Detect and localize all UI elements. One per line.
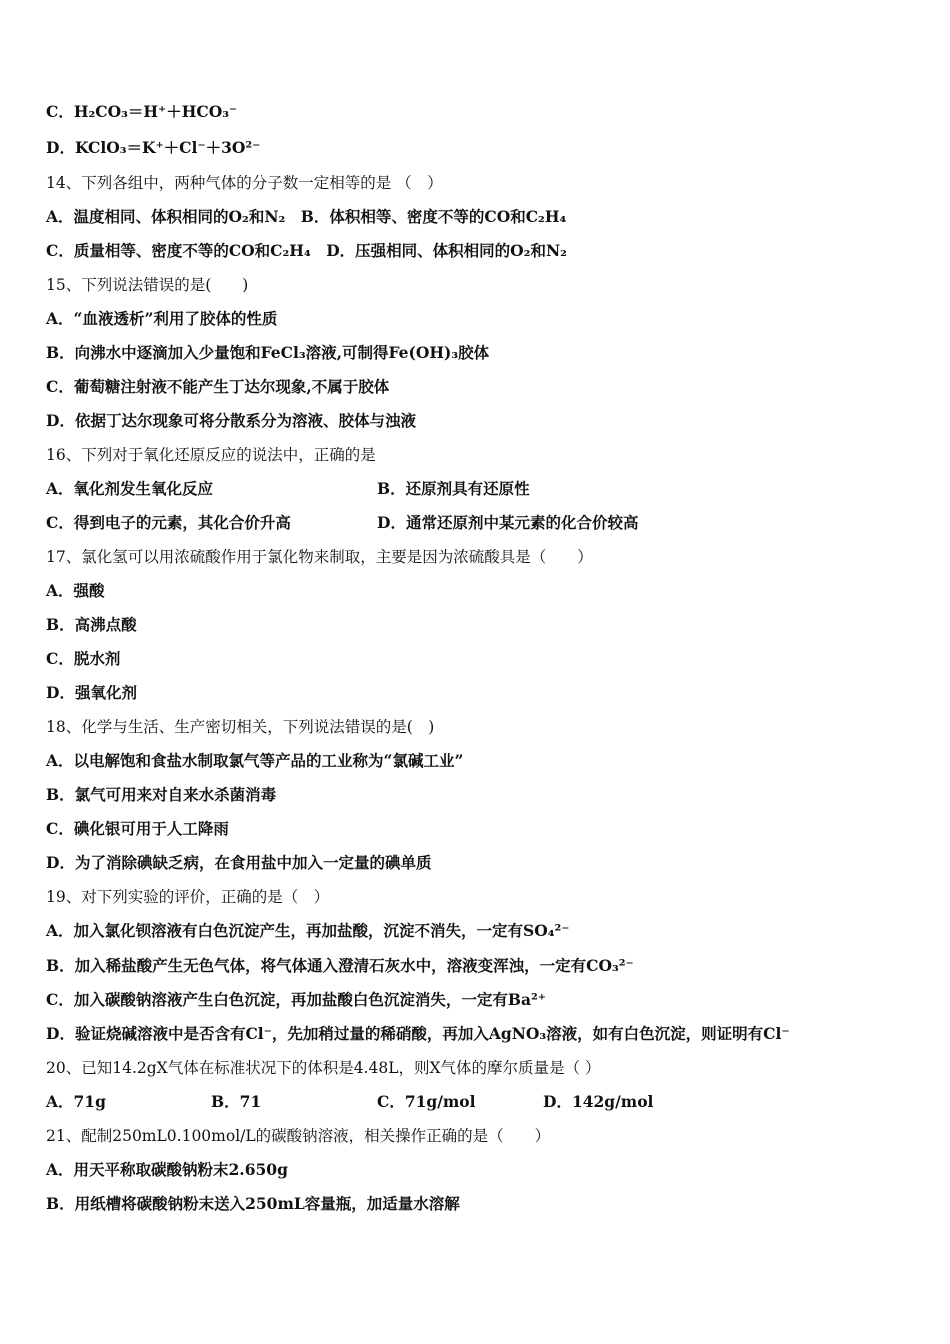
answer-option-line <box>46 377 389 397</box>
question-text: 18、化学与生活、生产密切相关，下列说法错误的是( ) <box>46 718 435 736</box>
option-text: A．71g <box>46 1092 106 1111</box>
answer-option-line <box>46 683 137 703</box>
answer-option-line <box>46 921 569 941</box>
option-text: C．脱水剂 <box>46 649 121 668</box>
option-text: D．为了消除碘缺乏病，在食用盐中加入一定量的碘单质 <box>46 853 432 872</box>
option-text: D．强氧化剂 <box>46 683 137 702</box>
option-text: C．质量相等、密度不等的CO和C₂H₄ D．压强相同、体积相同的O₂和N₂ <box>46 241 567 260</box>
option-text: D．依据丁达尔现象可将分散系分为溶液、胶体与浊液 <box>46 411 416 430</box>
option-text: D．KClO₃＝K⁺＋Cl⁻＋3O²⁻ <box>46 138 261 157</box>
option-text: A．氧化剂发生氧化反应 <box>46 479 214 498</box>
option-text: C．得到电子的元素，其化合价升高 <box>46 513 291 532</box>
question-text: 21、配制250mL0.100mol/L的碳酸钠溶液，相关操作正确的是（ ） <box>46 1127 551 1145</box>
answer-option-line <box>46 990 546 1010</box>
option-text: A．以电解饱和食盐水制取氯气等产品的工业称为“氯碱工业” <box>46 751 464 770</box>
answer-option-line <box>46 241 567 261</box>
option-text: C．加入碳酸钠溶液产生白色沉淀，再加盐酸白色沉淀消失，一定有Ba²⁺ <box>46 990 546 1009</box>
answer-option-line <box>46 615 137 635</box>
option-text: D．通常还原剂中某元素的化合价较高 <box>377 513 639 532</box>
option-text: A．用天平称取碳酸钠粉末2.650g <box>46 1160 288 1179</box>
option-text: B．高沸点酸 <box>46 615 137 634</box>
answer-option-line <box>46 309 277 329</box>
answer-option-line <box>46 853 431 873</box>
option-text: B．加入稀盐酸产生无色气体，将气体通入澄清石灰水中，溶液变浑浊，一定有CO₃²⁻ <box>46 956 634 975</box>
option-text: A．温度相同、体积相同的O₂和N₂ B．体积相等、密度不等的CO和C₂H₄ <box>46 207 567 226</box>
option-text: A．“血液透析”利用了胶体的性质 <box>46 309 278 328</box>
answer-option-line <box>46 649 120 669</box>
answer-option-line <box>46 1024 790 1044</box>
answer-option-line <box>46 956 634 976</box>
question-text: 17、氯化氢可以用浓硫酸作用于氯化物来制取，主要是因为浓硫酸具是（ ） <box>46 548 593 566</box>
question-text: 20、已知14.2gX气体在标准状况下的体积是4.48L，则X气体的摩尔质量是（ ） <box>46 1059 601 1077</box>
answer-option-line <box>46 785 276 805</box>
question-stem <box>46 717 434 737</box>
answer-option-line <box>46 343 489 363</box>
question-stem <box>46 275 248 295</box>
option-text: A．强酸 <box>46 581 105 600</box>
question-text: 19、对下列实验的评价，正确的是（ ） <box>46 888 330 906</box>
option-text: C．葡萄糖注射液不能产生丁达尔现象,不属于胶体 <box>46 377 390 396</box>
question-stem <box>46 1126 550 1146</box>
answer-option-line <box>46 1160 288 1180</box>
answer-option-line <box>46 138 260 158</box>
question-text: 14、下列各组中，两种气体的分子数一定相等的是 （ ） <box>46 174 443 192</box>
question-stem <box>46 547 593 567</box>
option-text: B．71 <box>211 1092 262 1111</box>
question-stem <box>46 1058 600 1078</box>
answer-option-line <box>46 819 229 839</box>
option-text: C．H₂CO₃＝H⁺＋HCO₃⁻ <box>46 102 238 121</box>
option-text: C．71g/mol <box>377 1092 476 1111</box>
question-stem <box>46 887 329 907</box>
question-text: 15、下列说法错误的是( ) <box>46 276 249 294</box>
option-text: D．验证烧碱溶液中是否含有Cl⁻，先加稍过量的稀硝酸，再加入AgNO₃溶液，如有白色沉淀，则证明有Cl⁻ <box>46 1024 790 1043</box>
answer-option-line <box>46 751 463 771</box>
option-text: B．还原剂具有还原性 <box>377 479 530 498</box>
answer-option-line <box>46 1194 460 1214</box>
answer-option-line <box>46 411 416 431</box>
answer-option-line <box>46 581 105 601</box>
answer-option-line <box>46 102 237 122</box>
option-text: A．加入氯化钡溶液有白色沉淀产生，再加盐酸，沉淀不消失，一定有SO₄²⁻ <box>46 921 570 940</box>
question-stem <box>46 445 376 465</box>
option-text: D．142g/mol <box>543 1092 654 1111</box>
option-text: B．用纸槽将碳酸钠粉末送入250mL容量瓶，加适量水溶解 <box>46 1194 460 1213</box>
answer-option-line <box>46 207 566 227</box>
option-text: B．向沸水中逐滴加入少量饱和FeCl₃溶液,可制得Fe(OH)₃胶体 <box>46 343 490 362</box>
question-text: 16、下列对于氧化还原反应的说法中，正确的是 <box>46 446 376 464</box>
option-text: C．碘化银可用于人工降雨 <box>46 819 229 838</box>
option-text: B．氯气可用来对自来水杀菌消毒 <box>46 785 277 804</box>
question-stem <box>46 173 443 193</box>
